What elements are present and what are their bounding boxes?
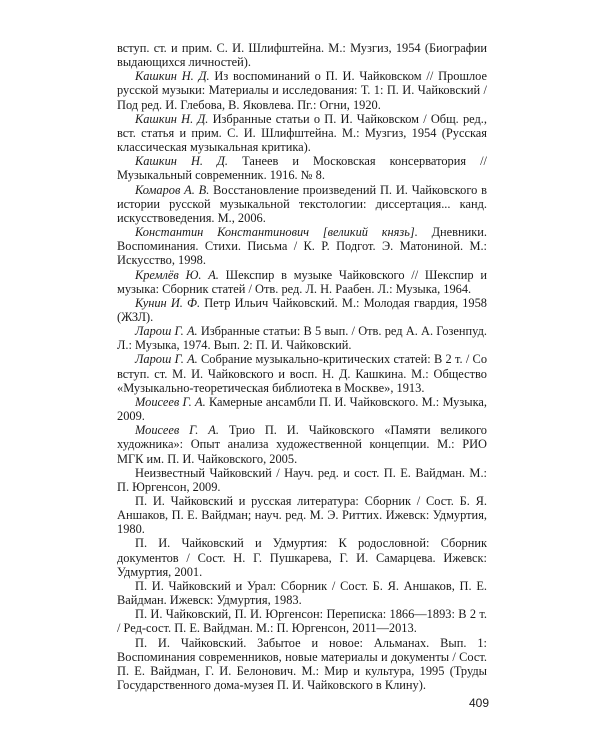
entry-text: Трио П. И. Чайковского «Памяти великого художника»: Опыт анализа художественной концепции. М.: РИО МГК им. П. И. Чайковского, 2005.	[117, 423, 488, 466]
entry-text: Избранные статьи о П. И. Чайковском / Общ. ред., вст. статья и прим. С. И. Шлифштейна. М.: Музгиз, 1954 (Русская классическая музыкальная критика).	[117, 111, 487, 155]
bibliography-entry	[117, 69, 487, 111]
entry-author: Кашкин Н. Д.	[135, 111, 209, 126]
entry-text: П. И. Чайковский. Забытое и новое: Альманах. Вып. 1: Воспоминания современников, новые материалы и документы / Сост. П. Е. Вайдман, Г. И. Белонович. М.: Мир и культура, 1995 (Труды Государственного дома-музея П. И. Чайковского в Клину).	[117, 635, 487, 693]
entry-text: вступ. ст. и прим. С. И. Шлифштейна. М.: Музгиз, 1954 (Биографии выдающихся личностей).	[117, 41, 487, 70]
entry-text: Избранные статьи: В 5 вып. / Отв. ред А. А. Гозенпуд. Л.: Музыка, 1974. Вып. 2: П. И. Чайковский.	[117, 324, 487, 353]
entry-text: П. И. Чайковский и Урал: Сборник / Сост. Б. Я. Аншаков, П. Е. Вайдман. Ижевск: Удмуртия, 1983.	[117, 578, 487, 608]
bibliography-entry	[117, 268, 487, 296]
entry-author: Моисеев Г. А.	[135, 423, 219, 438]
entry-text: Петр Ильич Чайковский. М.: Молодая гвардия, 1958 (ЖЗЛ).	[117, 295, 487, 324]
entry-text: Восстановление произведений П. И. Чайковского в истории русской музыкальной текстологии: диссертация... канд. искусствоведения. М., 2006.	[117, 182, 487, 225]
entry-text: Из воспоминаний о П. И. Чайковском // Прошлое русской музыки: Материалы и исследования: Т. 1: П. И. Чайковский / Под ред. И. Глебова, В. Яковлева. Пг.: Огни, 1920.	[117, 69, 488, 112]
bibliography-entry	[117, 324, 487, 352]
bibliography-entry	[117, 466, 487, 494]
entry-text: Дневники. Воспоминания. Стихи. Письма / К. Р. Подгот. Э. Матониной. М.: Искусство, 1998.	[117, 225, 488, 268]
entry-author: Кремлёв Ю. А.	[135, 267, 219, 282]
bibliography-entry	[117, 607, 487, 635]
entry-text: Танеев и Московская консерватория // Музыкальный современник. 1916. № 8.	[117, 154, 487, 183]
bibliography-entry	[117, 225, 487, 267]
entry-text: Камерные ансамбли П. И. Чайковского. М.: Музыка, 2009.	[117, 394, 488, 424]
entry-author: Кашкин Н. Д.	[135, 154, 229, 169]
bibliography-entry	[117, 352, 487, 394]
entry-author: Моисеев Г. А.	[135, 394, 206, 409]
entry-text: П. И. Чайковский, П. И. Юргенсон: Переписка: 1866—1893: В 2 т. / Ред-сост. П. Е. Вайдман. М.: П. Юргенсон, 2011—2013.	[117, 607, 487, 636]
bibliography-entry	[117, 494, 487, 536]
bibliography-entry	[117, 183, 487, 225]
entry-text: П. И. Чайковский и Удмуртия: К родословной: Сборник документов / Сост. Н. Г. Пушкарева, Г. И. Самарцева. Ижевск: Удмуртия, 2001.	[117, 536, 487, 579]
bibliography-entry	[117, 579, 487, 607]
entry-author: Ларош Г. А.	[135, 352, 198, 367]
entry-text: П. И. Чайковский и русская литература: Сборник / Сост. Б. Я. Аншаков, П. Е. Вайдман; науч. ред. М. Э. Риттих. Ижевск: Удмуртия, 1980.	[117, 494, 487, 537]
entry-author: Константин Константинович [великий князь].	[135, 225, 418, 240]
entry-text: Неизвестный Чайковский / Науч. ред. и сост. П. Е. Вайдман. М.: П. Юргенсон, 2009.	[117, 465, 487, 494]
bibliography-entry	[117, 636, 487, 693]
bibliography-entry	[117, 395, 487, 423]
bibliography-entry	[117, 536, 487, 578]
bibliography-entry	[117, 112, 487, 154]
entry-author: Ларош Г. А.	[135, 324, 198, 339]
bibliography-entry	[117, 154, 487, 182]
entry-author: Кунин И. Ф.	[135, 295, 201, 310]
bibliography-entry	[117, 423, 487, 465]
entry-author: Кашкин Н. Д.	[135, 69, 210, 84]
bibliography-entry	[117, 296, 487, 324]
entry-author: Комаров А. В.	[135, 182, 210, 197]
bibliography-entry	[117, 41, 487, 69]
entry-text: Собрание музыкально-критических статей: В 2 т. / Со вступ. ст. М. И. Чайковского и восп. Н. Д. Кашкина. М.: Общество «Музыкально-теоретическая библиотека в Москве», 1913.	[117, 352, 488, 395]
entry-text: Шекспир в музыке Чайковского // Шекспир и музыка: Сборник статей / Отв. ред. Л. Н. Раабен. Л.: Музыка, 1964.	[117, 267, 487, 296]
page-number: 409	[468, 696, 489, 710]
bibliography-list	[117, 41, 487, 692]
